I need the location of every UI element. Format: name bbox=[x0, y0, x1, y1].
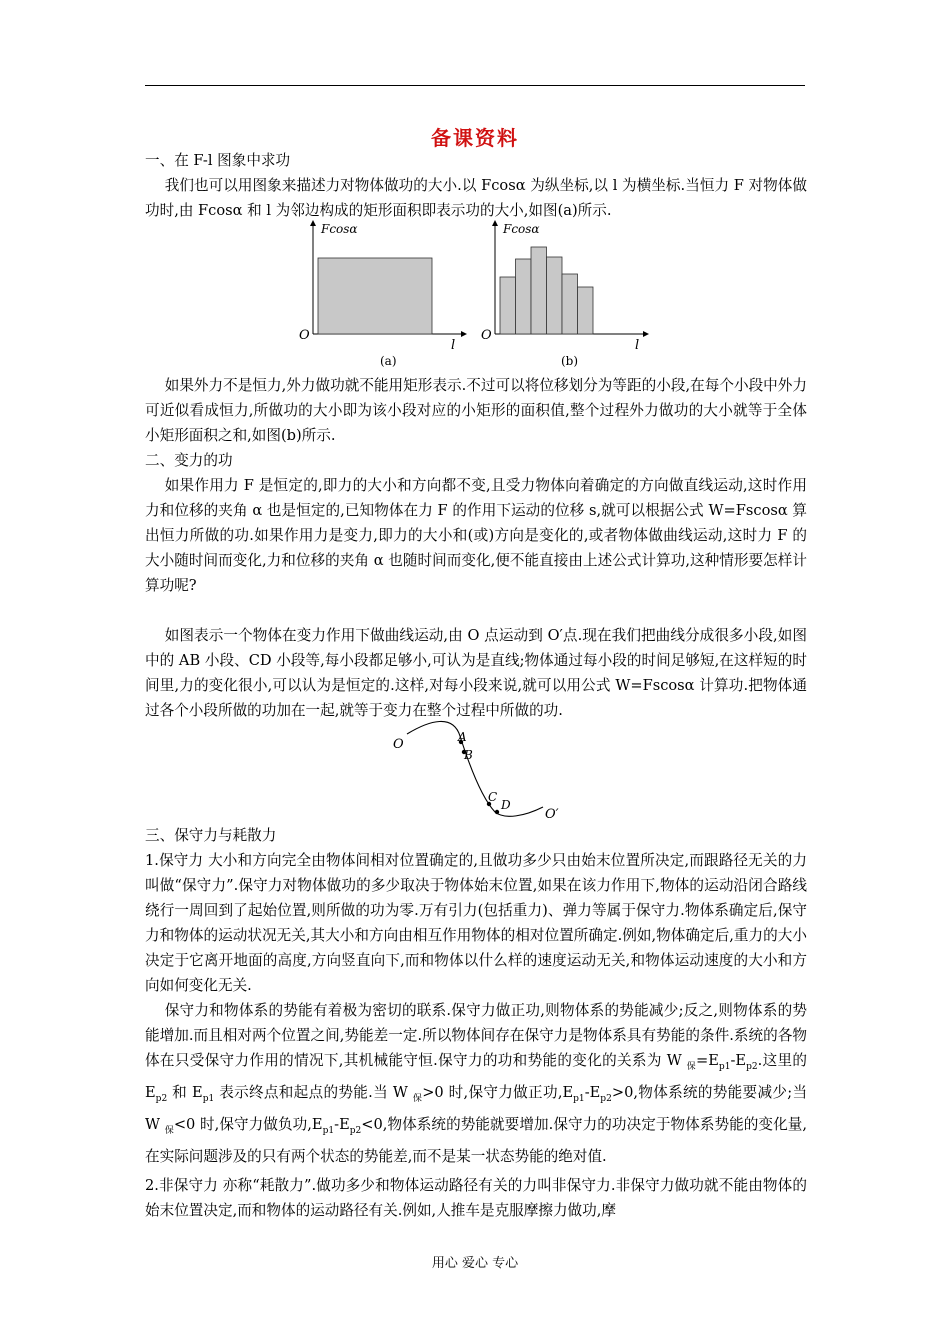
p2-text-6: >0,物体系统的势能要减少;当 W bbox=[145, 1083, 808, 1133]
sub-bao: 保 bbox=[412, 1093, 423, 1104]
sub-p1: p1 bbox=[322, 1125, 335, 1136]
p2-text-5: >0 时,保守力做正功, bbox=[422, 1083, 563, 1101]
sub-p1: p1 bbox=[573, 1093, 585, 1104]
sub-p2: p2 bbox=[746, 1061, 758, 1072]
figure-b bbox=[481, 220, 649, 368]
section-1-heading: 一、在 F-l 图象中求功 bbox=[145, 152, 291, 169]
sub-bao: 保 bbox=[686, 1061, 697, 1072]
p2-text-4: 表示终点和起点的势能.当 W bbox=[219, 1083, 413, 1101]
symbol-e: E bbox=[708, 1052, 719, 1069]
symbol-e: E bbox=[145, 1083, 156, 1101]
x-axis-label-b: l bbox=[635, 338, 640, 353]
p2-text-1: 保守力和物体系的势能有着极为密切的联系.保守力做正功,则物体系的势能减少;反之,则物体系的势能增加.而且相对两个位置之间,势能差一定.所以物体间存在保守力是物体系具有势能的条件.系统的各物体在只受保守力作用的情况下,其机械能守恒.保守力的功和势能的变化的关系为 W bbox=[145, 1002, 807, 1069]
x-axis-label-a: l bbox=[451, 338, 456, 353]
symbol-e: E bbox=[589, 1083, 601, 1101]
sub-p2: p2 bbox=[600, 1093, 612, 1104]
label-o: O bbox=[393, 737, 404, 752]
origin-label-b: O bbox=[481, 328, 492, 343]
work-rectangle bbox=[318, 258, 432, 334]
motion-curve bbox=[407, 721, 543, 816]
section-3-paragraph-3: 2.非保守力 亦称“耗散力”.做功多少和物体运动路径有关的力叫非保守力.非保守力做功就不能由物体的始末位置决定,而和物体的运动路径有关.例如,人推车是克服摩擦力做功,摩 bbox=[145, 1177, 807, 1219]
figure-a bbox=[299, 220, 467, 368]
p2-text-3: 和 bbox=[172, 1083, 188, 1101]
y-axis-label-b: Fcosα bbox=[503, 222, 540, 236]
label-c: C bbox=[488, 790, 498, 804]
bar-b-5 bbox=[562, 274, 578, 334]
label-o-prime: O′ bbox=[545, 807, 559, 822]
label-a: A bbox=[458, 730, 467, 744]
sub-p1: p1 bbox=[202, 1093, 215, 1104]
bar-b-6 bbox=[578, 287, 594, 334]
bars-b bbox=[500, 247, 593, 334]
sub-p2: p2 bbox=[349, 1125, 362, 1136]
section-3-paragraph-2: 保守力和物体系的势能有着极为密切的联系.保守力做正功,则物体系的势能减少;反之,则物体系的势能增加.而且相对两个位置之间,势能差一定.所以物体间存在保守力是物体系具有势能的条件.系统的各物体在只受保守力作用的情况下,其机械能守恒.保守力的功和势能的变化的关系为 W $_保=E_{p1}-E_{p2}$.这里的 $E_{p2}$ 和 $E_{p1}$ 表示终点和起点的势能.当 W $_保$>0 时,保守力做正功$,E_{p1}-E_{p2}>0$,物体系统的势能要减少;当 W $_保$<0 时,保守力做负功$,E_{p1}-E_{p2}<0$,物体系统的势能就要增加.保守力的功决定于物体系势能的变化量,在实际问题涉及的只有两个状态的势能差,而不是某一状态势能的绝对值. bbox=[145, 1002, 808, 1165]
symbol-e: E bbox=[339, 1115, 350, 1133]
section-2-paragraph-2: 如图表示一个物体在变力作用下做曲线运动,由 O 点运动到 O′点.现在我们把曲线分成很多小段,如图中的 AB 小段、CD 小段等,每小段都足够小,可认为是直线;物体通过每小段的时间足够短,在这样短的时间里,力的变化很小,可以认为是恒定的.这样,对每小段来说,就可以用公式 W=Fscosα 计算功.把物体通过各个小段所做的功加在一起,就等于变力在整个过程中所做的功. bbox=[145, 627, 807, 719]
figure-f-l-graphs bbox=[295, 218, 655, 368]
symbol-e: E bbox=[562, 1083, 574, 1101]
bar-b-3 bbox=[531, 247, 547, 334]
sub-bao: 保 bbox=[164, 1125, 174, 1136]
symbol-e: E bbox=[735, 1052, 747, 1069]
p2-text-7: <0 时,保守力做负功, bbox=[173, 1115, 312, 1133]
sub-p1: p1 bbox=[718, 1061, 731, 1072]
section-1-paragraph-2: 如果外力不是恒力,外力做功就不能用矩形表示.不过可以将位移划分为等距的小段,在每个小段中外力可近似看成恒力,所做功的大小即为该小段对应的小矩形的面积值,整个过程外力做功的大小就等于全体小矩形面积之和,如图(b)所示. bbox=[145, 377, 807, 444]
section-1-paragraph-1: 我们也可以用图象来描述力对物体做功的大小.以 Fcosα 为纵坐标,以 l 为横坐标.当恒力 F 对物体做功时,由 Fcosα 和 l 为邻边构成的矩形面积即表示功的大小,如图(a)所示. bbox=[145, 177, 807, 219]
bar-b-2 bbox=[516, 259, 532, 334]
origin-label-a: O bbox=[299, 328, 310, 343]
sub-p2: p2 bbox=[155, 1093, 168, 1104]
page-footer: 用心 爱心 专心 bbox=[431, 1256, 519, 1271]
label-b: B bbox=[464, 748, 473, 762]
p2-text-8: <0,物体系统的势能就要增加.保守力的功决定于物体系势能的变化量,在实际问题涉及的只有两个状态的势能差,而不是某一状态势能的绝对值. bbox=[145, 1115, 808, 1165]
symbol-e: E bbox=[311, 1115, 323, 1133]
section-3-heading: 三、保守力与耗散力 bbox=[145, 827, 277, 844]
page-title: 备课资料 bbox=[431, 126, 519, 150]
figure-curve bbox=[385, 712, 575, 824]
header-rule bbox=[145, 85, 805, 86]
caption-b: (b) bbox=[561, 354, 579, 368]
section-3-paragraph-1: 1.保守力 大小和方向完全由物体间相对位置确定的,且做功多少只由始末位置所决定,而跟路径无关的力叫做“保守力”.保守力对物体做功的多少取决于物体始末位置,如果在该力作用下,物体的运动沿闭合路线绕行一周回到了起始位置,则所做的功为零.万有引力(包括重力)、弹力等属于保守力.物体系确定后,保守力和物体的运动状况无关,其大小和方向由相互作用物体的相对位置所确定.例如,物体确定后,重力的大小决定于它离开地面的高度,方向竖直向下,而和物体以什么样的速度运动无关,和物体运动速度的大小和方向如何变化无关. bbox=[145, 852, 807, 994]
p2-text-2: 这里的 bbox=[762, 1052, 808, 1069]
caption-a: (a) bbox=[380, 354, 397, 368]
label-d: D bbox=[501, 798, 511, 812]
y-axis-label-a: Fcosα bbox=[321, 222, 358, 236]
symbol-e: E bbox=[192, 1083, 203, 1101]
section-2-paragraph-1: 如果作用力 F 是恒定的,即力的大小和方向都不变,且受力物体向着确定的方向做直线运动,这时作用力和位移的夹角 α 也是恒定的,已知物体在力 F 的作用下运动的位移 s,就可以根据公式 W=Fscosα 算出恒力所做的功.如果作用力是变力,即力的大小和(或)方向是变化的,或者物体做曲线运动,这时力 F 的大小随时间而变化,力和位移的夹角 α 也随时间而变化,便不能直接由上述公式计算功,这种情形要怎样计算功呢? bbox=[145, 477, 807, 594]
point-d bbox=[495, 810, 499, 814]
bar-b-1 bbox=[500, 277, 516, 334]
bar-b-4 bbox=[547, 257, 563, 334]
section-2-heading: 二、变力的功 bbox=[145, 452, 233, 469]
